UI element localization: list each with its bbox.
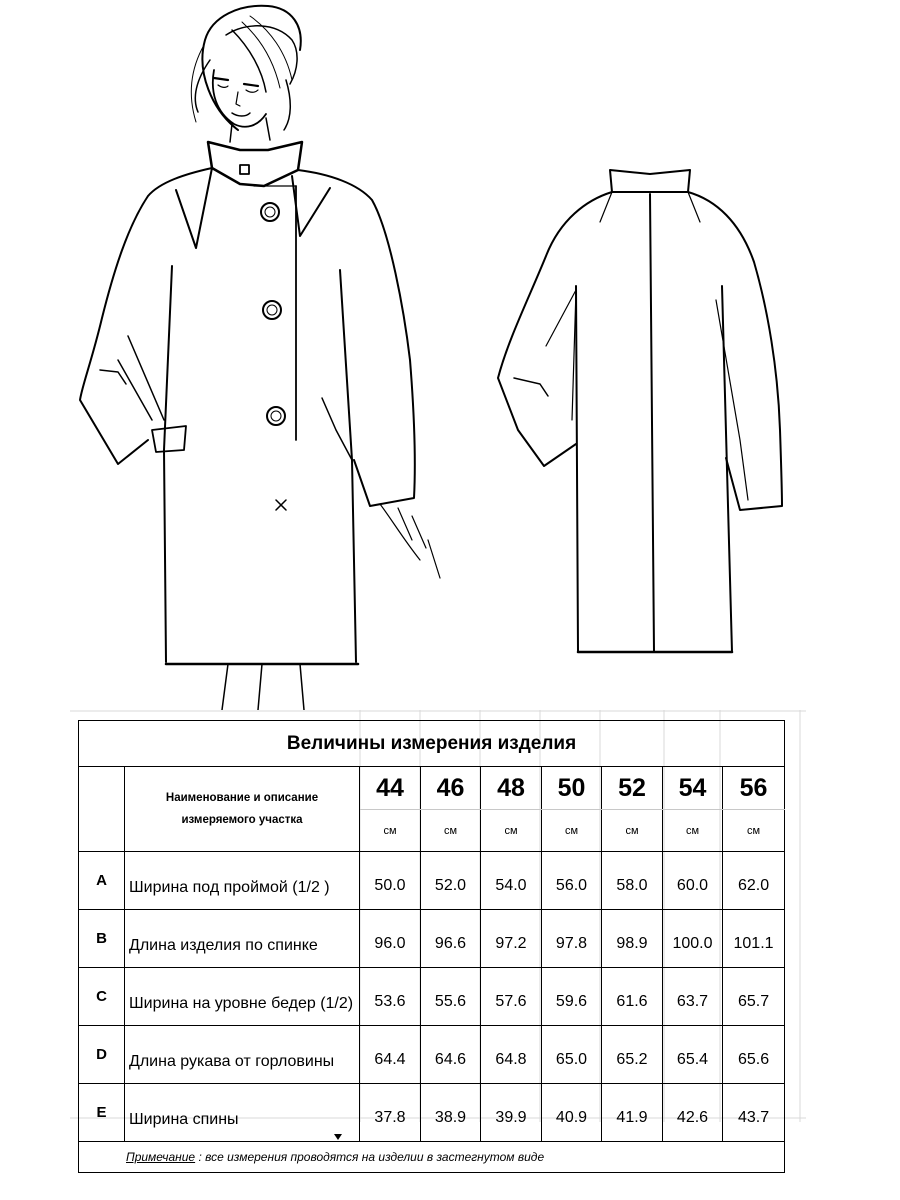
table-cell: 39.9 <box>481 1084 542 1142</box>
table-cell: 65.4 <box>663 1026 723 1084</box>
unit-label: см <box>421 810 481 852</box>
header-code-blank <box>79 767 125 852</box>
header-description-line-2: измеряемого участка <box>181 814 303 826</box>
row-code: C <box>79 968 125 1026</box>
table-cell: 65.6 <box>723 1026 785 1084</box>
table-cell: 37.8 <box>360 1084 421 1142</box>
table-cell: 65.2 <box>602 1026 663 1084</box>
size-table-section <box>70 710 806 1164</box>
size-header: 52 <box>602 767 663 810</box>
header-description <box>125 767 360 852</box>
table-cell: 60.0 <box>663 852 723 910</box>
table-cell: 59.6 <box>542 968 602 1026</box>
table-row <box>79 968 785 1026</box>
table-title: Величины измерения изделия <box>79 721 785 767</box>
table-note <box>79 1142 785 1173</box>
coat-back-sketch <box>498 170 782 652</box>
table-row <box>79 1026 785 1084</box>
size-header: 54 <box>663 767 723 810</box>
table-cell: 64.4 <box>360 1026 421 1084</box>
size-header: 44 <box>360 767 421 810</box>
row-name: Ширина на уровне бедер (1/2) <box>125 968 360 1026</box>
table-cell: 42.6 <box>663 1084 723 1142</box>
table-row <box>79 910 785 968</box>
unit-label: см <box>542 810 602 852</box>
note-text: : все измерения проводятся на изделии в застегнутом виде <box>195 1150 545 1164</box>
table-cell: 55.6 <box>421 968 481 1026</box>
table-cell: 62.0 <box>723 852 785 910</box>
table-cell: 65.7 <box>723 968 785 1026</box>
row-name: Ширина спины <box>125 1084 360 1142</box>
row-code: A <box>79 852 125 910</box>
unit-label: см <box>602 810 663 852</box>
row-code: E <box>79 1084 125 1142</box>
table-row <box>79 1084 785 1142</box>
table-cell: 53.6 <box>360 968 421 1026</box>
unit-label: см <box>360 810 421 852</box>
table-cell: 97.8 <box>542 910 602 968</box>
table-cell: 41.9 <box>602 1084 663 1142</box>
row-name: Длина изделия по спинке <box>125 910 360 968</box>
table-cell: 61.6 <box>602 968 663 1026</box>
measurements-table <box>78 720 785 1173</box>
unit-label: см <box>481 810 542 852</box>
table-cell: 38.9 <box>421 1084 481 1142</box>
size-header: 50 <box>542 767 602 810</box>
table-cell: 96.0 <box>360 910 421 968</box>
unit-label: см <box>723 810 785 852</box>
row-code: B <box>79 910 125 968</box>
table-cell: 57.6 <box>481 968 542 1026</box>
row-name: Ширина под проймой (1/2 ) <box>125 852 360 910</box>
size-header: 56 <box>723 767 785 810</box>
row-code: D <box>79 1026 125 1084</box>
table-cell: 98.9 <box>602 910 663 968</box>
table-cell: 58.0 <box>602 852 663 910</box>
row-name: Длина рукава от горловины <box>125 1026 360 1084</box>
note-label: Примечание <box>126 1150 196 1164</box>
table-cell: 97.2 <box>481 910 542 968</box>
table-cell: 63.7 <box>663 968 723 1026</box>
table-cell: 64.6 <box>421 1026 481 1084</box>
table-cell: 54.0 <box>481 852 542 910</box>
table-cell: 96.6 <box>421 910 481 968</box>
table-cell: 64.8 <box>481 1026 542 1084</box>
table-cell: 43.7 <box>723 1084 785 1142</box>
table-cell: 50.0 <box>360 852 421 910</box>
size-header: 48 <box>481 767 542 810</box>
table-cell: 65.0 <box>542 1026 602 1084</box>
table-cell: 101.1 <box>723 910 785 968</box>
table-cell: 52.0 <box>421 852 481 910</box>
coat-front-sketch <box>80 6 440 710</box>
caret-down-icon <box>334 1134 342 1140</box>
table-row <box>79 852 785 910</box>
table-cell: 56.0 <box>542 852 602 910</box>
unit-label: см <box>663 810 723 852</box>
table-cell: 40.9 <box>542 1084 602 1142</box>
header-description-line-1: Наименование и описание <box>165 792 319 804</box>
table-cell: 100.0 <box>663 910 723 968</box>
size-header: 46 <box>421 767 481 810</box>
